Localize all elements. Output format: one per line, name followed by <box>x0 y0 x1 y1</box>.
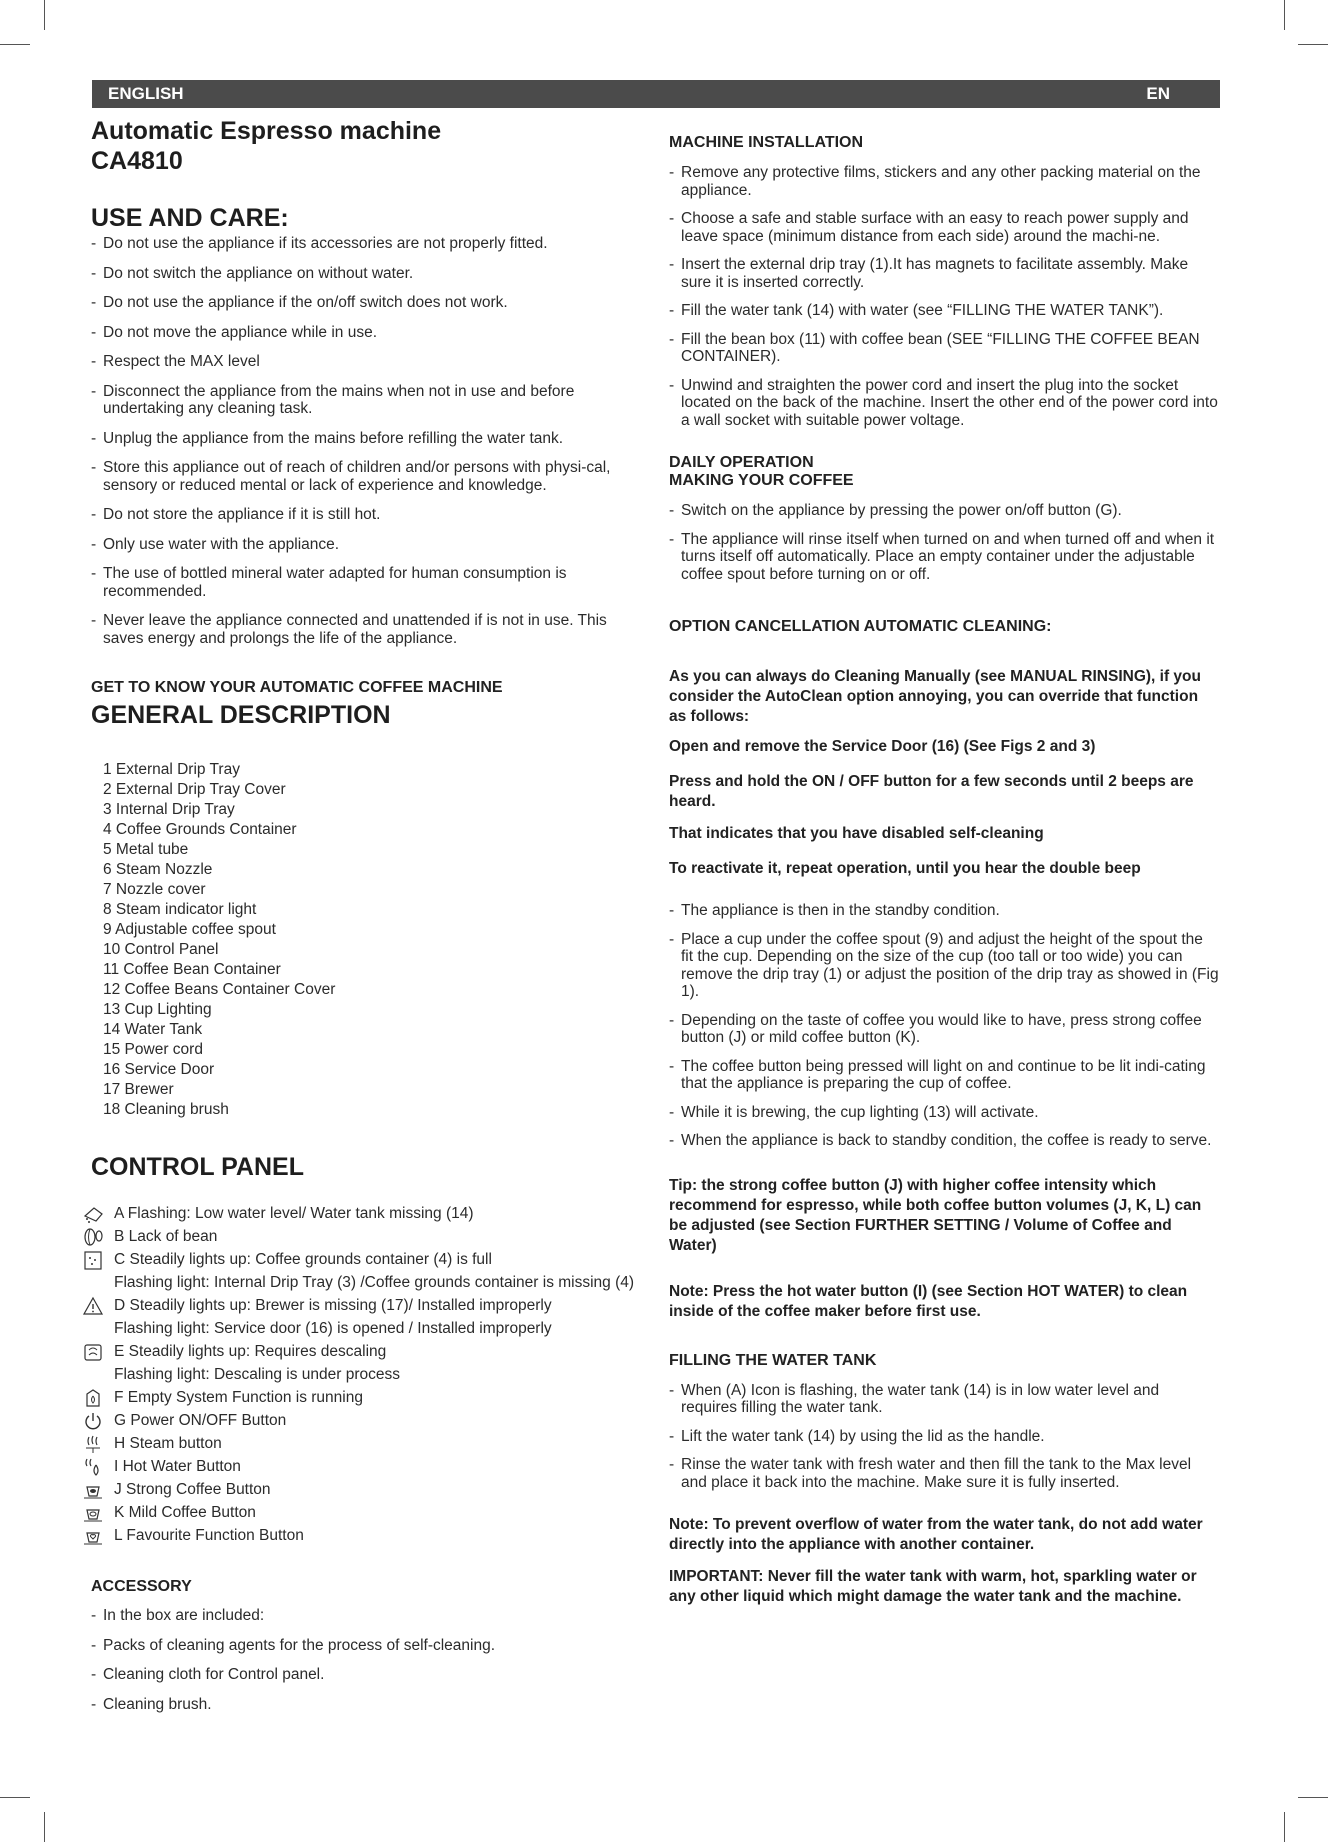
control-panel-item <box>91 1501 636 1524</box>
coffee-bean-icon <box>82 1227 104 1247</box>
use-and-care-list <box>91 235 636 647</box>
right-column <box>669 116 1219 1607</box>
list-item: - Do not switch the appliance on without water. <box>91 265 636 283</box>
list-item: - Do not use the appliance if the on/off switch does not work. <box>91 294 636 312</box>
list-item: - Rinse the water tank with fresh water and then fill the tank to the Max level and place it back into the machine. Make sure it is fully inserted. <box>669 1456 1219 1491</box>
list-item: - Do not store the appliance if it is still hot. <box>91 506 636 524</box>
document-title <box>91 116 636 176</box>
part-item: 4 Coffee Grounds Container <box>103 821 297 838</box>
list-item: - Depending on the taste of coffee you would like to have, press strong coffee button (J) or mild coffee button (K). <box>669 1012 1219 1047</box>
cancellation-reactivate: To reactivate it, repeat operation, until you hear the double beep <box>669 860 1141 877</box>
control-panel-item-text: H Steam button <box>114 1435 222 1452</box>
list-item: - Never leave the appliance connected and unattended if is not in use. This saves energy and prolongs the life of the appliance. <box>91 612 636 647</box>
cancellation-info: That indicates that you have disabled self-cleaning <box>669 825 1044 842</box>
control-panel-item-text: L Favourite Function Button <box>114 1527 304 1544</box>
daily-list <box>669 502 1219 583</box>
control-panel-item <box>91 1478 636 1501</box>
warning-icon <box>82 1296 104 1316</box>
cancellation-step-open: Open and remove the Service Door (16) (See Figs 2 and 3) <box>669 738 1096 755</box>
list-item: - While it is brewing, the cup lighting (13) will activate. <box>669 1104 1219 1122</box>
control-panel-heading: CONTROL PANEL <box>91 1153 304 1181</box>
important-warning: IMPORTANT: Never fill the water tank with warm, hot, sparkling water or any other liquid which might damage the water tank and the machine. <box>669 1568 1197 1605</box>
crop-mark <box>1298 1797 1328 1798</box>
tip-text: Tip: the strong coffee button (J) with higher coffee intensity which recommend for espresso, while both coffee button volumes (J, K, L) can be adjusted (see Section FURTHER SETTING / Volume of Coffee and Water) <box>669 1176 1202 1254</box>
list-item: - Unplug the appliance from the mains before refilling the water tank. <box>91 430 636 448</box>
list-item: - In the box are included: <box>91 1607 636 1625</box>
list-item: - The appliance will rinse itself when turned on and when turned off and when it turns itself off automatically. Place an empty container under the adjustable coffee spout before turning on or off. <box>669 531 1219 584</box>
favourite-icon <box>82 1526 104 1546</box>
accessory-list <box>91 1607 636 1713</box>
control-panel-item <box>91 1340 636 1386</box>
list-item: - Do not use the appliance if its accessories are not properly fitted. <box>91 235 636 253</box>
control-panel-item-subtext: Flashing light: Service door (16) is opened / Installed improperly <box>114 1320 552 1337</box>
general-kicker: GET TO KNOW YOUR AUTOMATIC COFFEE MACHINE <box>91 679 503 696</box>
cancellation-heading: OPTION CANCELLATION AUTOMATIC CLEANING: <box>669 618 1052 635</box>
crop-mark <box>44 1812 45 1842</box>
installation-heading: MACHINE INSTALLATION <box>669 134 864 151</box>
note-overflow: Note: To prevent overflow of water from the water tank, do not add water directly into the appliance with another container. <box>669 1516 1203 1553</box>
water-drop-icon <box>82 1204 104 1224</box>
filling-list <box>669 1382 1219 1492</box>
part-item: 1 External Drip Tray <box>103 761 240 778</box>
crop-mark <box>44 0 45 30</box>
list-item: - Lift the water tank (14) by using the lid as the handle. <box>669 1428 1219 1446</box>
power-icon <box>82 1411 104 1431</box>
control-panel-item <box>91 1294 636 1340</box>
steam-icon <box>82 1434 104 1454</box>
control-panel-list <box>91 1202 636 1547</box>
list-item: - Packs of cleaning agents for the process of self-cleaning. <box>91 1637 636 1655</box>
control-panel-item-subtext: Flashing light: Internal Drip Tray (3) /Coffee grounds container is missing (4) <box>114 1274 635 1291</box>
list-item: - Place a cup under the coffee spout (9) and adjust the height of the spout the fit the cup. Depending on the size of the cup (too tall or too wide) you can remove the drip tray (1) or adjust the position of the drip tray as showed in (Fig 1). <box>669 931 1219 1001</box>
list-item: - Do not move the appliance while in use. <box>91 324 636 342</box>
control-panel-item-text: D Steadily lights up: Brewer is missing (17)/ Installed improperly <box>114 1297 552 1314</box>
control-panel-item-text: G Power ON/OFF Button <box>114 1412 287 1429</box>
list-item: - Remove any protective films, stickers and any other packing material on the appliance. <box>669 164 1219 199</box>
control-panel-item-text: A Flashing: Low water level/ Water tank missing (14) <box>114 1205 474 1222</box>
list-item: - Fill the bean box (11) with coffee bean (SEE “FILLING THE COFFEE BEAN CONTAINER). <box>669 331 1219 366</box>
part-item: 16 Service Door <box>103 1061 215 1078</box>
part-item: 7 Nozzle cover <box>103 881 206 898</box>
installation-list <box>669 164 1219 429</box>
part-item: 11 Coffee Bean Container <box>103 961 281 978</box>
title-model: CA4810 <box>91 147 183 175</box>
list-item: - The use of bottled mineral water adapted for human consumption is recommended. <box>91 565 636 600</box>
part-item: 14 Water Tank <box>103 1021 203 1038</box>
list-item: - The coffee button being pressed will light on and continue to be lit indi-cating that the appliance is preparing the cup of coffee. <box>669 1058 1219 1093</box>
list-item: - Disconnect the appliance from the mains when not in use and before undertaking any cleaning task. <box>91 383 636 418</box>
control-panel-item <box>91 1225 636 1248</box>
control-panel-item-text: C Steadily lights up: Coffee grounds container (4) is full <box>114 1251 492 1268</box>
list-item: - Unwind and straighten the power cord and insert the plug into the socket located on the back of the machine. Insert the other end of the power cord into a wall socket with suitable power voltage. <box>669 377 1219 430</box>
list-item: - Store this appliance out of reach of children and/or persons with physi-cal, sensory or reduced mental or lack of experience and knowledge. <box>91 459 636 494</box>
part-item: 5 Metal tube <box>103 841 189 858</box>
part-item: 3 Internal Drip Tray <box>103 801 235 818</box>
part-item: 9 Adjustable coffee spout <box>103 921 276 938</box>
part-item: 12 Coffee Beans Container Cover <box>103 981 336 998</box>
crop-mark <box>0 44 30 45</box>
crop-mark <box>1284 0 1285 30</box>
grounds-container-icon <box>82 1250 104 1270</box>
control-panel-item-text: F Empty System Function is running <box>114 1389 363 1406</box>
filling-heading: FILLING THE WATER TANK <box>669 1351 877 1369</box>
control-panel-item-text: I Hot Water Button <box>114 1458 241 1475</box>
control-panel-item-text: K Mild Coffee Button <box>114 1504 256 1521</box>
control-panel-item <box>91 1432 636 1455</box>
list-item: - Choose a safe and stable surface with an easy to reach power supply and leave space (minimum distance from each side) around the machi-ne. <box>669 210 1219 245</box>
descaling-icon <box>82 1342 104 1362</box>
accessory-heading: ACCESSORY <box>91 1578 192 1595</box>
cancellation-intro: As you can always do Cleaning Manually (see MANUAL RINSING), if you consider the AutoClean option annoying, you can override that function as follows: <box>669 668 1201 725</box>
hot-water-icon <box>82 1457 104 1477</box>
part-item: 18 Cleaning brush <box>103 1101 229 1118</box>
crop-mark <box>0 1797 30 1798</box>
list-item: - Fill the water tank (14) with water (see “FILLING THE WATER TANK”). <box>669 302 1219 320</box>
list-item: - Only use water with the appliance. <box>91 536 636 554</box>
parts-list <box>91 760 636 1120</box>
part-item: 6 Steam Nozzle <box>103 861 213 878</box>
list-item: - Cleaning brush. <box>91 1696 636 1714</box>
general-description-heading: GENERAL DESCRIPTION <box>91 701 391 729</box>
control-panel-item-subtext: Flashing light: Descaling is under process <box>114 1366 401 1383</box>
control-panel-item-text: E Steadily lights up: Requires descaling <box>114 1343 387 1360</box>
empty-system-icon <box>82 1388 104 1408</box>
part-item: 2 External Drip Tray Cover <box>103 781 286 798</box>
list-item: - Respect the MAX level <box>91 353 636 371</box>
control-panel-item <box>91 1248 636 1294</box>
control-panel-item-text: B Lack of bean <box>114 1228 218 1245</box>
title-line-1: Automatic Espresso machine <box>91 117 442 145</box>
daily-operation-heading: DAILY OPERATION <box>669 454 814 471</box>
part-item: 13 Cup Lighting <box>103 1001 212 1018</box>
part-item: 8 Steam indicator light <box>103 901 257 918</box>
language-label: ENGLISH <box>108 84 184 103</box>
crop-mark <box>1284 1812 1285 1842</box>
language-code: EN <box>1146 84 1170 103</box>
control-panel-item <box>91 1524 636 1547</box>
list-item: - When the appliance is back to standby condition, the coffee is ready to serve. <box>669 1132 1219 1150</box>
control-panel-item <box>91 1202 636 1225</box>
mild-coffee-icon <box>82 1503 104 1523</box>
list-item: - Cleaning cloth for Control panel. <box>91 1666 636 1684</box>
strong-coffee-icon <box>82 1480 104 1500</box>
list-item: - Insert the external drip tray (1).It has magnets to facilitate assembly. Make sure it is inserted correctly. <box>669 256 1219 291</box>
note-hot-water: Note: Press the hot water button (I) (see Section HOT WATER) to clean inside of the coffee maker before first use. <box>669 1282 1188 1320</box>
part-item: 10 Control Panel <box>103 941 219 958</box>
language-header-bar <box>92 80 1220 108</box>
list-item: - When (A) Icon is flashing, the water tank (14) is in low water level and requires filling the water tank. <box>669 1382 1219 1417</box>
cancellation-step-press: Press and hold the ON / OFF button for a few seconds until 2 beeps are heard. <box>669 773 1194 810</box>
brewing-list <box>669 902 1219 1150</box>
part-item: 15 Power cord <box>103 1041 203 1058</box>
use-and-care-heading: USE AND CARE: <box>91 204 289 232</box>
left-column <box>91 116 636 1725</box>
control-panel-item-text: J Strong Coffee Button <box>114 1481 271 1498</box>
making-coffee-heading: MAKING YOUR COFFEE <box>669 472 854 489</box>
control-panel-item <box>91 1455 636 1478</box>
list-item: - The appliance is then in the standby condition. <box>669 902 1219 920</box>
crop-mark <box>1298 44 1328 45</box>
part-item: 17 Brewer <box>103 1081 174 1098</box>
control-panel-item <box>91 1386 636 1409</box>
control-panel-item <box>91 1409 636 1432</box>
list-item: - Switch on the appliance by pressing the power on/off button (G). <box>669 502 1219 520</box>
